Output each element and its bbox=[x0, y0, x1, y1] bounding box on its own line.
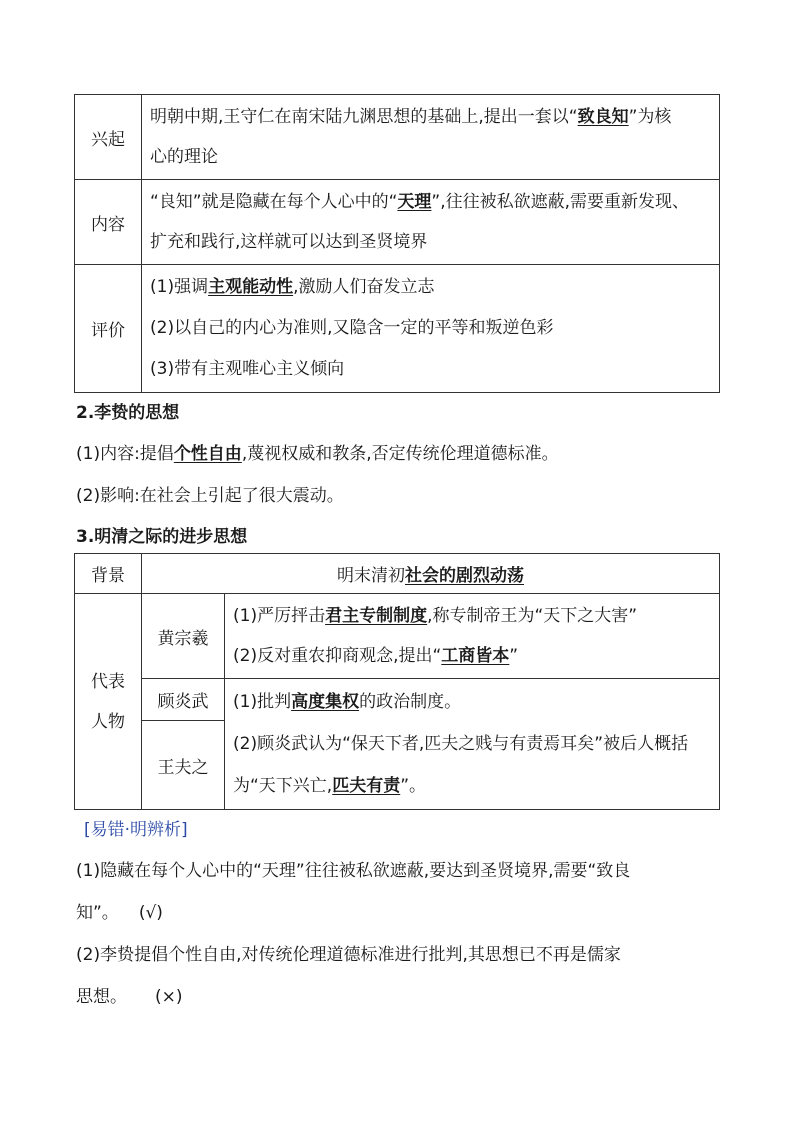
row-content-content bbox=[142, 180, 720, 265]
section2-paragraph-2: (2)影响:在社会上引起了很大震动。 bbox=[76, 486, 344, 506]
content-text-line2: 扩充和践行,这样就可以达到圣贤境界 bbox=[150, 232, 428, 252]
content-keyword: 天理 bbox=[397, 192, 432, 212]
representatives-label bbox=[75, 594, 142, 810]
wang-shouren-table bbox=[74, 94, 720, 393]
huang-1-pre: (1)严厉抨击 bbox=[233, 606, 326, 626]
content-text-pre: “良知”就是隐藏在每个人心中的“ bbox=[150, 192, 398, 212]
errata-q1-line1: (1)隐藏在每个人心中的“天理”往往被私欲遮蔽,要达到圣贤境界,需要“致良 bbox=[76, 861, 631, 881]
huang-2-keyword: 工商皆本 bbox=[441, 646, 510, 666]
gu-wang-content bbox=[225, 679, 720, 810]
representatives-text: 代表人物 bbox=[91, 671, 125, 732]
errata-q2-line1: (2)李贽提倡个性自由,对传统伦理道德标准进行批判,其思想已不再是儒家 bbox=[76, 945, 621, 965]
gw-2-line1: (2)顾炎武认为“保天下者,匹夫之贱与有责焉耳矣”被后人概括 bbox=[233, 734, 689, 754]
person-huang-zongxi: 黄宗羲 bbox=[142, 594, 225, 679]
row-content-rise bbox=[142, 95, 720, 180]
section2-paragraph-1 bbox=[76, 439, 559, 464]
errata-q1-text-end: 知”。 bbox=[76, 903, 119, 923]
huang-1-post: ,称专制帝王为“天下之大害” bbox=[427, 606, 638, 626]
rise-text-post: ”为核 bbox=[628, 107, 672, 127]
row-label-rise: 兴起 bbox=[75, 95, 142, 180]
eval-1-keyword: 主观能动性 bbox=[208, 277, 294, 297]
errata-q2-line2 bbox=[76, 982, 183, 1007]
eval-2: (2)以自己的内心为准则,又隐含一定的平等和叛逆色彩 bbox=[150, 318, 554, 338]
background-keyword: 社会的剧烈动荡 bbox=[405, 566, 524, 586]
errata-q1-line2 bbox=[76, 898, 163, 923]
row-label-evaluation: 评价 bbox=[75, 265, 142, 393]
errata-q2-mark: (×) bbox=[155, 987, 183, 1007]
row-label-content: 内容 bbox=[75, 180, 142, 265]
rise-text-line2: 心的理论 bbox=[150, 147, 218, 167]
rise-keyword: 致良知 bbox=[577, 107, 629, 127]
huang-1-keyword: 君主专制制度 bbox=[325, 606, 428, 626]
background-pre: 明末清初 bbox=[337, 566, 405, 586]
ming-qing-thought-table bbox=[74, 553, 720, 810]
background-label: 背景 bbox=[75, 554, 142, 594]
gw-2-post: ”。 bbox=[400, 776, 427, 796]
eval-1-pre: (1)强调 bbox=[150, 277, 209, 297]
section2-heading: 2.李贽的思想 bbox=[76, 403, 180, 423]
gw-1-pre: (1)批判 bbox=[233, 692, 292, 712]
person-gu-yanwu: 顾炎武 bbox=[142, 679, 225, 721]
background-content bbox=[142, 554, 720, 594]
li-zhi-keyword: 个性自由 bbox=[173, 444, 242, 464]
section3-heading: 3.明清之际的进步思想 bbox=[76, 527, 248, 547]
errata-q1-mark: (√) bbox=[138, 903, 163, 923]
eval-3: (3)带有主观唯心主义倾向 bbox=[150, 359, 345, 379]
huang-zongxi-content bbox=[225, 594, 720, 679]
content-text-post: ”,往往被私欲遮蔽,需要重新发现、 bbox=[431, 192, 690, 212]
gw-2-pre: 为“天下兴亡, bbox=[233, 776, 333, 796]
huang-2-pre: (2)反对重农抑商观念,提出“ bbox=[233, 646, 442, 666]
eval-1-post: ,激励人们奋发立志 bbox=[293, 277, 435, 297]
rise-text-pre: 明朝中期,王守仁在南宋陆九渊思想的基础上,提出一套以“ bbox=[150, 107, 578, 127]
huang-2-post: ” bbox=[509, 646, 519, 666]
gw-1-keyword: 高度集权 bbox=[291, 692, 360, 712]
person-wang-fuzhi: 王夫之 bbox=[142, 721, 225, 810]
row-content-evaluation bbox=[142, 265, 720, 393]
li-zhi-content-post: ,蔑视权威和教条,否定传统伦理道德标准。 bbox=[241, 444, 559, 464]
li-zhi-content-pre: (1)内容:提倡 bbox=[76, 444, 174, 464]
gw-1-post: 的政治制度。 bbox=[359, 692, 462, 712]
errata-q2-text-end: 思想。 bbox=[76, 987, 127, 1007]
gw-2-keyword: 匹夫有责 bbox=[332, 776, 401, 796]
errata-tag: [易错·明辨析] bbox=[84, 820, 188, 840]
